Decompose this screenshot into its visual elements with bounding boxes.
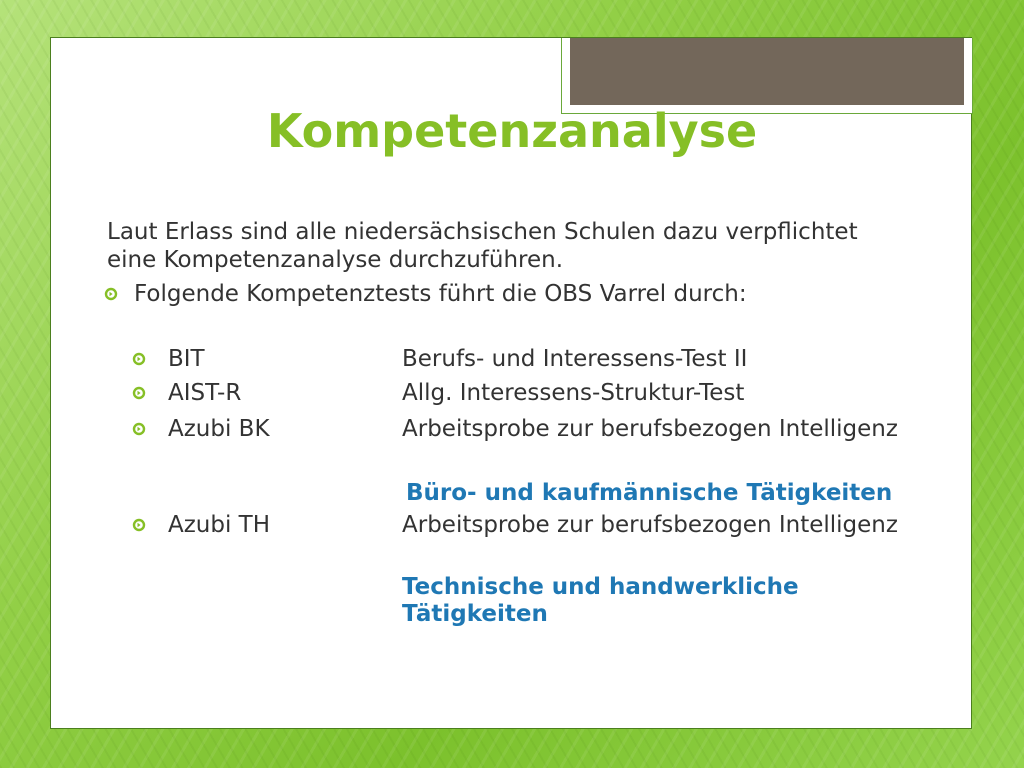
bullet-circle-icon — [132, 518, 146, 532]
test-description: Arbeitsprobe zur berufsbezogen Intelligenz — [402, 512, 898, 538]
test-description: Allg. Interessens-Struktur-Test — [402, 380, 745, 406]
decor-tab-fill — [570, 38, 964, 105]
bullet-circle-icon — [132, 386, 146, 400]
lead-text: Folgende Kompetenztests führt die OBS Varrel durch: — [134, 281, 747, 307]
decor-tab — [561, 38, 973, 114]
bullet-circle-icon — [132, 352, 146, 366]
test-description: Berufs- und Interessens-Test II — [402, 346, 748, 372]
intro-text: Laut Erlass sind alle niedersächsischen Schulen dazu verpflichtet eine Kompetenzanalyse durchzuführen. — [107, 219, 858, 273]
test-code: BIT — [168, 346, 205, 372]
test-code: Azubi TH — [168, 512, 271, 538]
test-code: AIST-R — [168, 380, 242, 406]
test-description: Arbeitsprobe zur berufsbezogen Intelligenz — [402, 416, 898, 442]
test-subtitle: Büro- und kaufmännische Tätigkeiten — [406, 480, 893, 506]
slide-title: Kompetenzanalyse — [266, 104, 758, 158]
bullet-circle-icon — [104, 287, 118, 301]
bullet-circle-icon — [132, 422, 146, 436]
test-subtitle: Technische und handwerkliche Tätigkeiten — [402, 574, 799, 627]
test-code: Azubi BK — [168, 416, 270, 442]
